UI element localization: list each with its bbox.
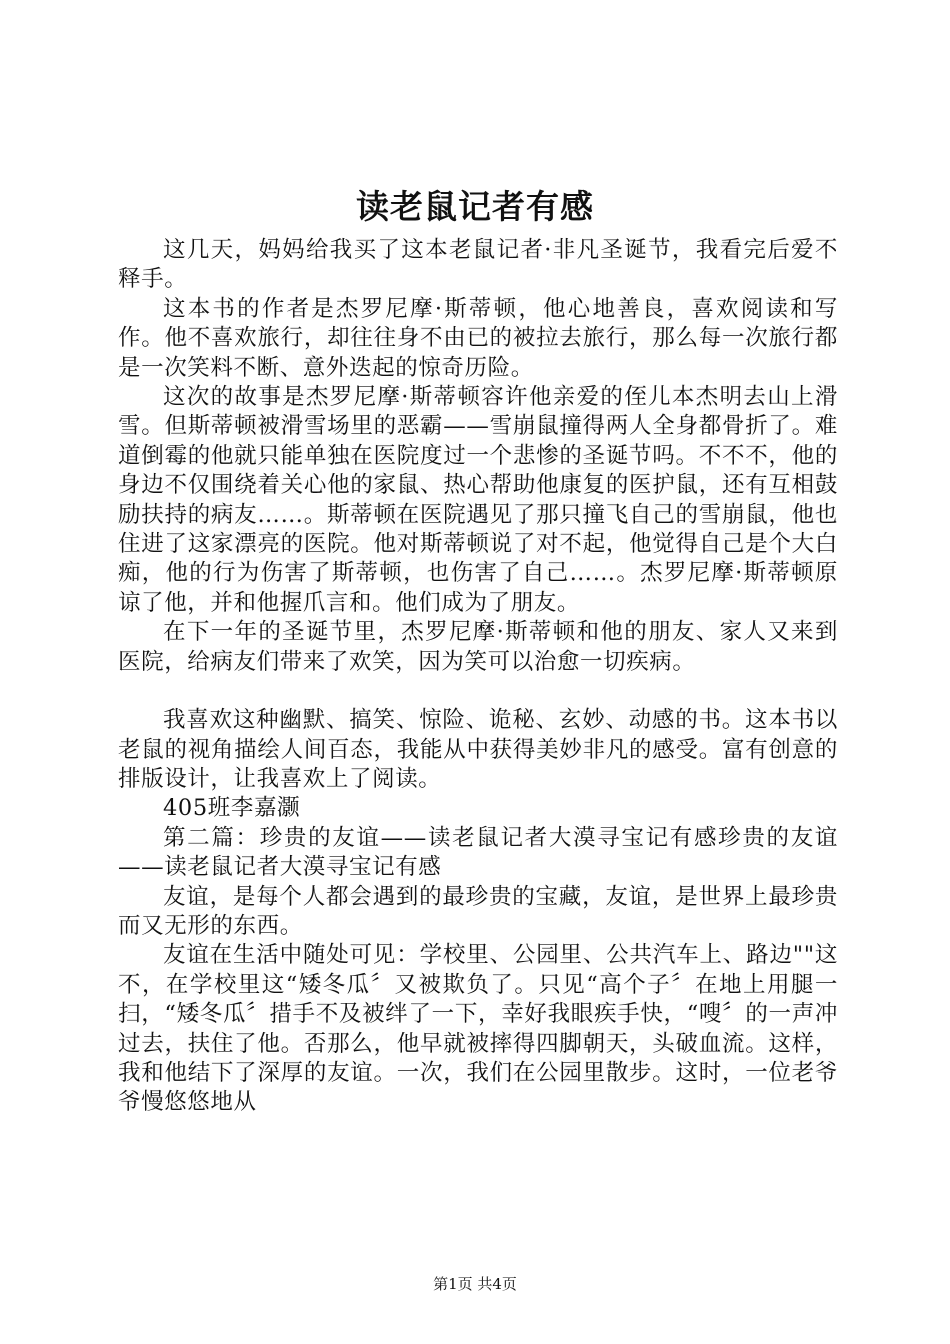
paragraph: 这本书的作者是杰罗尼摩·斯蒂顿，他心地善良，喜欢阅读和写作。他不喜欢旅行，却往往身不由已的被拉去旅行，那么每一次旅行都是一次笑料不断、意外迭起的惊奇历险。 [118, 295, 838, 381]
paragraph: 友谊在生活中随处可见：学校里、公园里、公共汽车上、路边""这不，在学校里这“矮冬瓜〞又被欺负了。只见“高个子〞在地上用腿一扫，“矮冬瓜〞措手不及被绊了一下，幸好我眼疾手快，“嗖〞的一声冲过去，扶住了他。否那么，他早就被摔得四脚朝天，头破血流。这样，我和他结下了深厚的友谊。一次，我们在公园里散步。这时，一位老爷爷慢悠悠地从 [118, 942, 838, 1116]
paragraph: 这几天，妈妈给我买了这本老鼠记者·非凡圣诞节，我看完后爱不释手。 [118, 237, 838, 293]
document-body [118, 236, 838, 1118]
paragraph: 友谊，是每个人都会遇到的最珍贵的宝藏，友谊，是世界上最珍贵而又无形的东西。 [118, 883, 838, 939]
paragraph: 在下一年的圣诞节里，杰罗尼摩·斯蒂顿和他的朋友、家人又来到医院，给病友们带来了欢笑，因为笑可以治愈一切疾病。 [118, 619, 838, 675]
paragraph: 我喜欢这种幽默、搞笑、惊险、诡秘、玄妙、动感的书。这本书以老鼠的视角描绘人间百态，我能从中获得美妙非凡的感受。富有创意的排版设计，让我喜欢上了阅读。 [118, 707, 838, 792]
section-heading: 第二篇：珍贵的友谊——读老鼠记者大漠寻宝记有感珍贵的友谊——读老鼠记者大漠寻宝记有感 [118, 824, 838, 881]
page-footer: 第1页 共4页 [433, 1275, 517, 1293]
author-line: 405班李嘉灏 [163, 795, 301, 822]
paragraph: 这次的故事是杰罗尼摩·斯蒂顿容许他亲爱的侄儿本杰明去山上滑雪。但斯蒂顿被滑雪场里的恶霸——雪崩鼠撞得两人全身都骨折了。难道倒霉的他就只能单独在医院度过一个悲惨的圣诞节吗。不不不，他的身边不仅围绕着关心他的家鼠、热心帮助他康复的医护鼠，还有互相鼓励扶持的病友……。斯蒂顿在医院遇见了那只撞飞自己的雪崩鼠，他也住进了这家漂亮的医院。他对斯蒂顿说了对不起，他觉得自己是个大白痴，他的行为伤害了斯蒂顿，也伤害了自己……。杰罗尼摩·斯蒂顿原谅了他，并和他握爪言和。他们成为了朋友。 [118, 384, 838, 616]
document-title: 读老鼠记者有感 [356, 187, 594, 226]
